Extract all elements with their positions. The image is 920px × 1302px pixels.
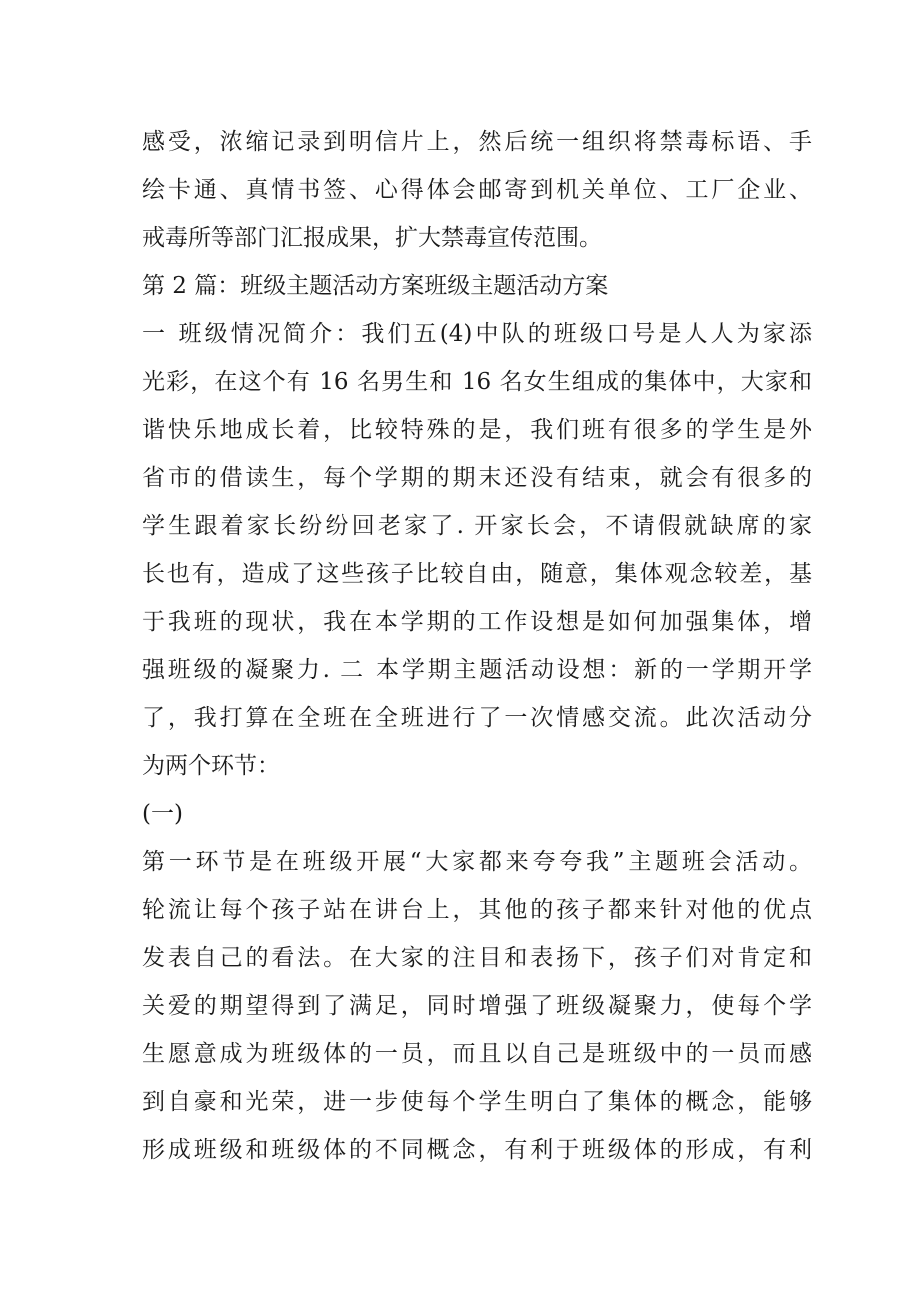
text-line-10: 长也有，造成了这些孩子比较自由，随意，集体观念较差，基 — [142, 561, 812, 587]
text-line-9: 学生跟着家长纷纷回老家了. 开家长会，不请假就缺席的家 — [142, 513, 812, 539]
text-line-2: 绘卡通、真情书签、心得体会邮寄到机关单位、工厂企业、 — [142, 177, 812, 203]
text-line-5: 一 班级情况简介：我们五(4)中队的班级口号是人人为家添 — [142, 321, 812, 347]
text-line-22: 形成班级和班级体的不同概念，有利于班级体的形成，有利 — [142, 1137, 812, 1163]
text-line-3: 戒毒所等部门汇报成果，扩大禁毒宣传范围。 — [142, 225, 602, 251]
section-heading: 第 2 篇：班级主题活动方案班级主题活动方案 — [142, 273, 609, 299]
text-line-16: 第一环节是在班级开展“大家都来夸夸我”主题班会活动。 — [142, 849, 812, 875]
text-line-11: 于我班的现状，我在本学期的工作设想是如何加强集体，增 — [142, 609, 812, 635]
text-line-21: 到自豪和光荣，进一步使每个学生明白了集体的概念，能够 — [142, 1089, 812, 1115]
text-line-8: 省市的借读生，每个学期的期末还没有结束，就会有很多的 — [142, 465, 812, 491]
text-line-20: 生愿意成为班级体的一员，而且以自己是班级中的一员而感 — [142, 1041, 812, 1067]
document-body — [142, 118, 812, 1174]
text-line-14: 为两个环节： — [142, 753, 280, 779]
text-line-6: 光彩，在这个有 16 名男生和 16 名女生组成的集体中，大家和 — [142, 369, 812, 395]
text-line-13: 了，我打算在全班在全班进行了一次情感交流。此次活动分 — [142, 705, 812, 731]
text-line-7: 谐快乐地成长着，比较特殊的是，我们班有很多的学生是外 — [142, 417, 812, 443]
text-line-17: 轮流让每个孩子站在讲台上，其他的孩子都来针对他的优点 — [142, 897, 812, 923]
text-line-12: 强班级的凝聚力. 二 本学期主题活动设想：新的一学期开学 — [142, 657, 812, 683]
text-line-19: 关爱的期望得到了满足，同时增强了班级凝聚力，使每个学 — [142, 993, 812, 1019]
text-line-18: 发表自己的看法。在大家的注目和表扬下，孩子们对肯定和 — [142, 945, 812, 971]
list-marker: (一) — [142, 801, 183, 827]
text-line-1: 感受，浓缩记录到明信片上，然后统一组织将禁毒标语、手 — [142, 129, 812, 155]
